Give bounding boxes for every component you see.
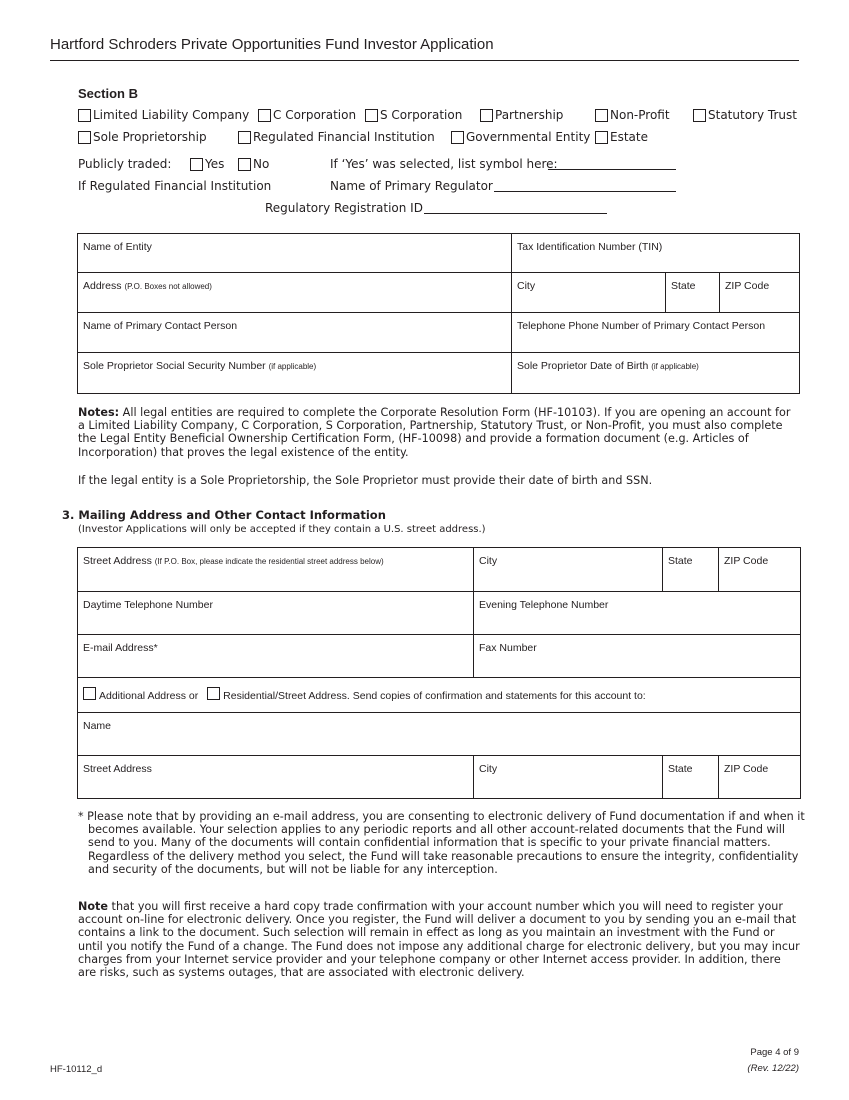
checkbox-non-profit[interactable]: Non-Profit: [595, 108, 670, 122]
header-divider: [50, 60, 799, 61]
checkbox-box[interactable]: [78, 109, 91, 122]
checkbox-box[interactable]: [190, 158, 203, 171]
checkbox-box[interactable]: [365, 109, 378, 122]
checkbox-box[interactable]: [595, 131, 608, 144]
mailing-address-table: [77, 547, 801, 799]
entity-state-field[interactable]: State: [666, 273, 720, 313]
checkbox-estate[interactable]: Estate: [595, 130, 648, 144]
email-address-field[interactable]: E-mail Address*: [78, 635, 474, 678]
notes-paragraph: Notes: All legal entities are required to complete the Corporate Resolution Form (HF-10103). If you are opening an account for a Limited Liability Company, C Corporation, S Corporation, Partnership, Statutory Trust, or Non-Profit, you must also complete the Legal Entity Beneficial Ownership Certification Form, (HF-10098) and provide a formation document (e.g. Articles of Incorporation) that proves the legal existence of the entity.: [78, 406, 791, 459]
checkbox-box[interactable]: [693, 109, 706, 122]
checkbox-box[interactable]: [451, 131, 464, 144]
primary-regulator-label: Name of Primary Regulator: [330, 179, 493, 193]
publicly-traded-row: [0, 157, 849, 173]
checkbox-additional-address[interactable]: [83, 687, 96, 700]
entity-address-field[interactable]: Address (P.O. Boxes not allowed): [78, 273, 512, 313]
checkbox-regulated-financial-institution[interactable]: Regulated Financial Institution: [238, 130, 435, 144]
document-title: Hartford Schroders Private Opportunities Fund Investor Application: [50, 36, 494, 53]
sole-proprietor-ssn-field[interactable]: Sole Proprietor Social Security Number (if applicable): [78, 353, 512, 394]
checkbox-publicly-traded-yes[interactable]: Yes: [190, 157, 224, 171]
registration-id-label: Regulatory Registration ID: [265, 201, 423, 215]
entity-type-row-1: [0, 108, 849, 124]
publicly-traded-label: Publicly traded:: [78, 157, 172, 171]
page-number: Page 4 of 9: [750, 1047, 799, 1058]
evening-phone-field[interactable]: Evening Telephone Number: [474, 592, 801, 635]
registration-id-row: [0, 201, 849, 217]
tin-field[interactable]: Tax Identification Number (TIN): [512, 234, 800, 273]
fax-number-field[interactable]: Fax Number: [474, 635, 801, 678]
primary-regulator-input-line[interactable]: [494, 181, 676, 192]
name-field[interactable]: Name: [78, 713, 801, 756]
name-of-entity-field[interactable]: Name of Entity: [78, 234, 512, 273]
checkbox-sole-proprietorship[interactable]: Sole Proprietorship: [78, 130, 207, 144]
entity-city-field[interactable]: City: [512, 273, 666, 313]
checkbox-c-corporation[interactable]: C Corporation: [258, 108, 356, 122]
section-b-title: Section B: [78, 86, 138, 101]
primary-contact-field[interactable]: Name of Primary Contact Person: [78, 313, 512, 353]
primary-contact-phone-field[interactable]: Telephone Phone Number of Primary Contact Person: [512, 313, 800, 353]
regulator-row: [0, 179, 849, 195]
additional-zip-code-field[interactable]: ZIP Code: [719, 756, 801, 799]
additional-street-address-field[interactable]: Street Address: [78, 756, 474, 799]
sole-proprietor-note: If the legal entity is a Sole Proprietorship, the Sole Proprietor must provide their date of birth and SSN.: [78, 474, 653, 487]
zip-code-field[interactable]: ZIP Code: [719, 548, 801, 592]
checkbox-s-corporation[interactable]: S Corporation: [365, 108, 462, 122]
regulated-fi-label: If Regulated Financial Institution: [78, 179, 272, 193]
electronic-delivery-note: Note that you will first receive a hard copy trade confirmation with your account number which you will need to register your account on-line for electronic delivery. Once you register, the Fund will deliver a document to you by sending you an e-mail that contains a link to the document. Such selection will remain in effect as long as you maintain an investment with the Fund or until you notify the Fund of a change. The Fund does not impose any additional charge for electronic delivery, but you may incur charges from your Internet service provider and your telephone company or other Internet access provider. In addition, there are risks, such as systems outages, that are associated with electronic delivery.: [78, 900, 800, 980]
additional-address-row: Additional Address or Residential/Street Address. Send copies of confirmation and statements for this account to:: [78, 678, 801, 713]
entity-info-table: [77, 233, 800, 394]
section-3-title: 3. Mailing Address and Other Contact Information: [62, 508, 386, 522]
additional-city-field[interactable]: City: [474, 756, 663, 799]
checkbox-partnership[interactable]: Partnership: [480, 108, 563, 122]
checkbox-box[interactable]: [258, 109, 271, 122]
checkbox-publicly-traded-no[interactable]: No: [238, 157, 269, 171]
city-field[interactable]: City: [474, 548, 663, 592]
daytime-phone-field[interactable]: Daytime Telephone Number: [78, 592, 474, 635]
entity-type-row-2: [0, 130, 849, 146]
street-address-field[interactable]: Street Address (If P.O. Box, please indicate the residential street address below): [78, 548, 474, 592]
checkbox-box[interactable]: [238, 131, 251, 144]
section-3-subtitle: (Investor Applications will only be accepted if they contain a U.S. street address.): [78, 524, 486, 535]
checkbox-box[interactable]: [78, 131, 91, 144]
checkbox-box[interactable]: [238, 158, 251, 171]
registration-id-input-line[interactable]: [424, 203, 607, 214]
form-number: HF-10112_d: [50, 1064, 103, 1075]
checkbox-statutory-trust[interactable]: Statutory Trust: [693, 108, 797, 122]
checkbox-residential-address[interactable]: [207, 687, 220, 700]
symbol-label: If ‘Yes’ was selected, list symbol here:: [330, 157, 558, 171]
checkbox-box[interactable]: [595, 109, 608, 122]
symbol-input-line[interactable]: [548, 159, 676, 170]
state-field[interactable]: State: [663, 548, 719, 592]
checkbox-limited-liability-company[interactable]: Limited Liability Company: [78, 108, 249, 122]
checkbox-governmental-entity[interactable]: Governmental Entity: [451, 130, 590, 144]
checkbox-box[interactable]: [480, 109, 493, 122]
email-consent-note: * Please note that by providing an e-mail address, you are consenting to electronic delivery of Fund documentation if and when it becomes available. Your selection applies to any periodic reports and all other account-related documents that the Fund will send to you. Many of the documents will contain confidential information that is specific to your private financial matters. Regardless of the delivery method you select, the Fund will take reasonable precautions to ensure the integrity, confidentiality and security of the documents, but will not be liable for any interception.: [78, 810, 805, 876]
entity-zip-field[interactable]: ZIP Code: [720, 273, 800, 313]
additional-state-field[interactable]: State: [663, 756, 719, 799]
sole-proprietor-dob-field[interactable]: Sole Proprietor Date of Birth (if applicable): [512, 353, 800, 394]
revision-date: (Rev. 12/22): [747, 1063, 799, 1074]
